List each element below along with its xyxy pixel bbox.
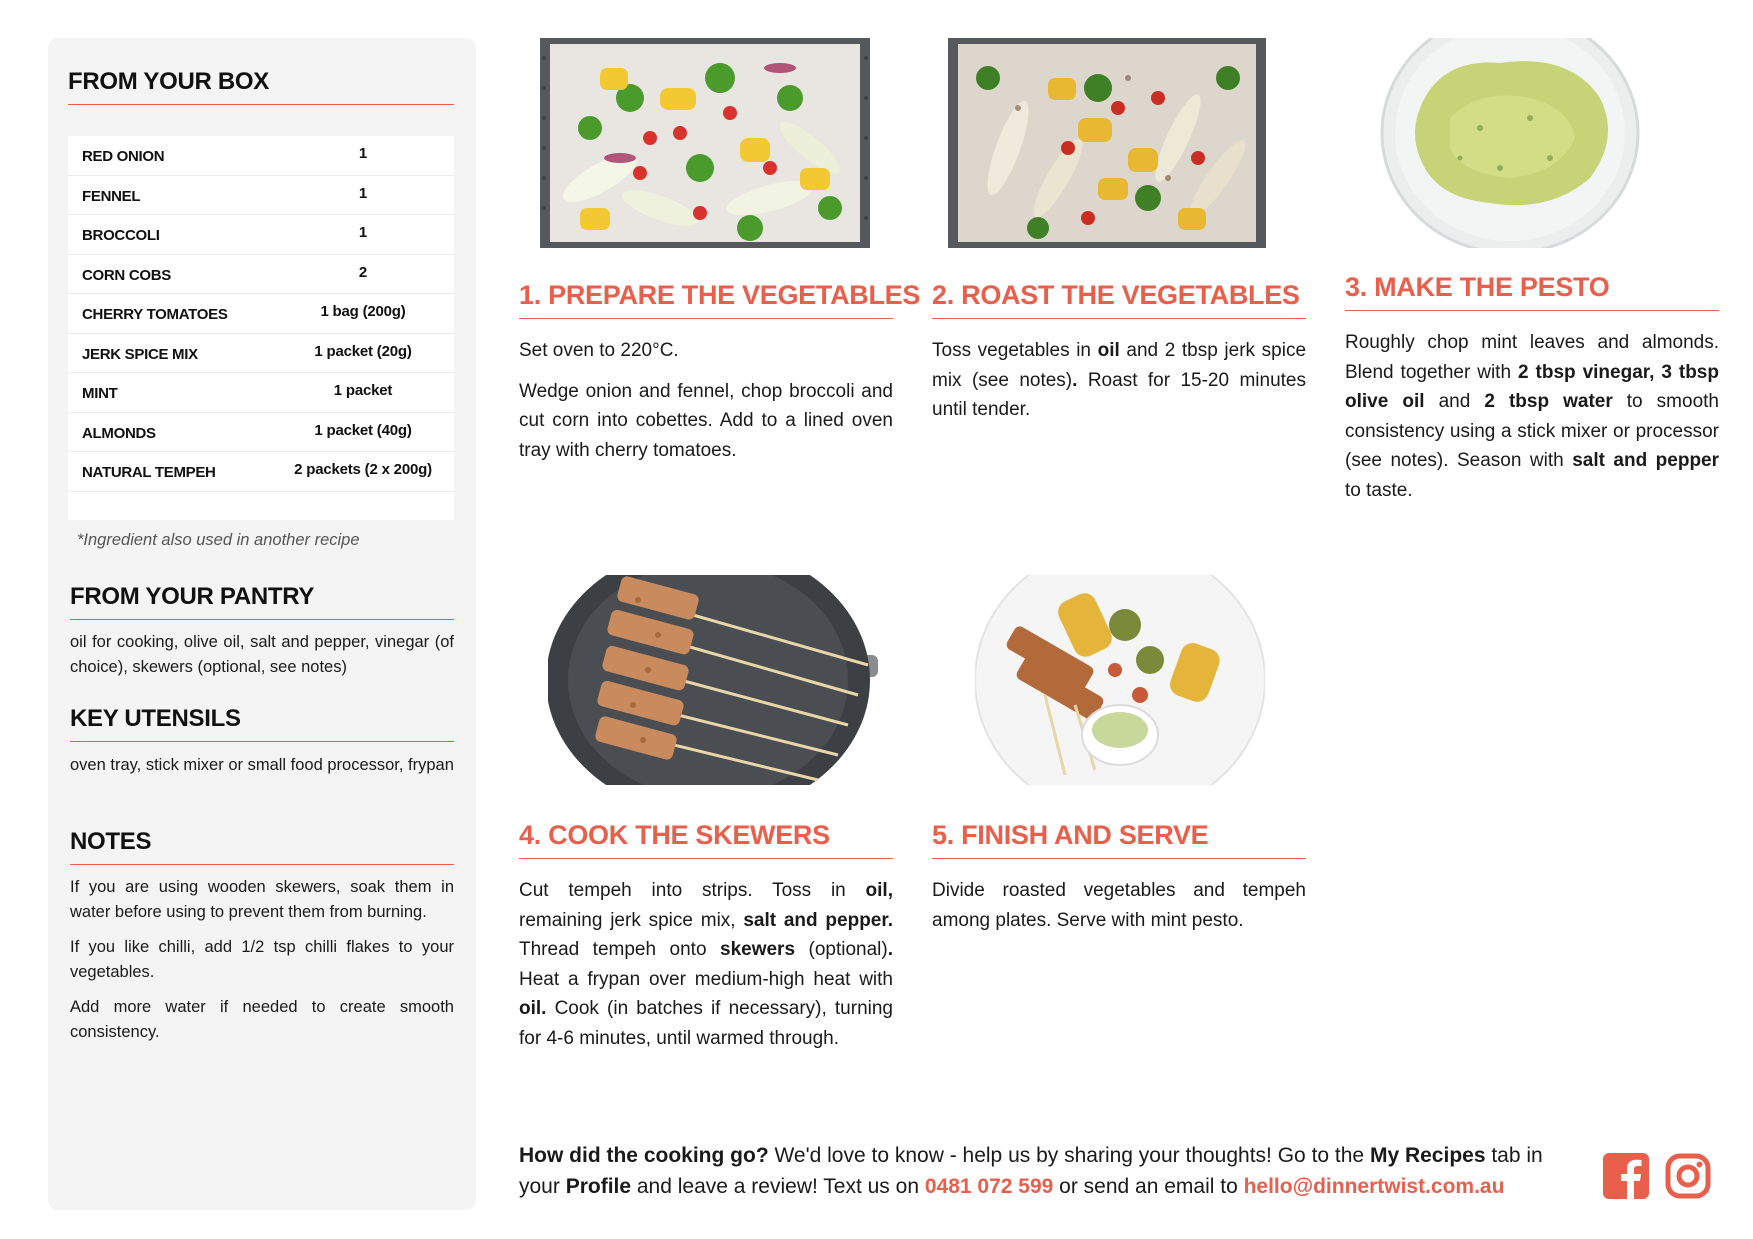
- step5-title: 5. FINISH AND SERVE: [932, 820, 1306, 859]
- ingredient-qty: 2: [358, 263, 368, 281]
- ingredient-qty: 1: [358, 145, 368, 162]
- bold-run: .: [1072, 369, 1078, 391]
- step3-title: 3. MAKE THE PESTO: [1345, 272, 1719, 311]
- text-run: Toss vegetables in: [932, 340, 1098, 361]
- text-run: or send an email to: [1053, 1175, 1244, 1198]
- ingredient-name: ALMONDS: [82, 424, 156, 442]
- note-item: If you are using wooden skewers, soak them in water before using to prevent them from burning.: [70, 878, 454, 921]
- text-run: tab in your: [519, 1144, 1543, 1198]
- ingredient-row: [68, 452, 454, 492]
- bold-run: oil: [1097, 340, 1120, 361]
- step4-photo: [548, 575, 878, 785]
- step2-title: 2. ROAST THE VEGETABLES: [932, 280, 1306, 319]
- bold-run: 2 tbsp vinegar, 3 tbsp olive oil: [1345, 361, 1719, 412]
- step1-paragraph: Set oven to 220°C.: [519, 340, 679, 361]
- step1-title: 1. PREPARE THE VEGETABLES: [519, 280, 893, 319]
- text-run: We'd love to know - help us by sharing your thoughts! Go to the: [768, 1144, 1370, 1167]
- ingredient-row: [68, 215, 454, 255]
- utensils-text: oven tray, stick mixer or small food processor, frypan: [70, 756, 454, 774]
- note-item: If you like chilli, add 1/2 tsp chilli flakes to your vegetables.: [70, 938, 454, 981]
- bold-run: .: [887, 939, 893, 960]
- profile-label: Profile: [565, 1175, 632, 1198]
- text-run: (optional): [795, 939, 888, 960]
- text-run: remaining jerk spice mix,: [519, 909, 744, 931]
- ingredient-qty: 1 bag (200g): [320, 303, 406, 320]
- step3-photo: [1380, 38, 1640, 248]
- ingredient-qty: 2 packets (2 x 200g): [294, 461, 432, 478]
- ingredient-row: [68, 334, 454, 374]
- ingredient-row: [68, 373, 454, 413]
- ingredient-row: [68, 255, 454, 295]
- ingredient-row: [68, 176, 454, 216]
- bold-run: oil.: [519, 998, 547, 1019]
- ingredient-name: JERK SPICE MIX: [82, 345, 198, 363]
- ingredient-name: MINT: [82, 385, 118, 402]
- ingredient-row: [68, 294, 454, 334]
- ingredient-qty: 1 packet (40g): [314, 421, 412, 439]
- ingredient-name: CORN COBS: [82, 266, 171, 284]
- bold-run: salt and pepper.: [743, 909, 893, 931]
- bold-run: skewers: [720, 939, 796, 960]
- bold-run: oil,: [865, 880, 893, 901]
- ingredient-name: RED ONION: [82, 148, 165, 165]
- text-run: to smooth consistency using a stick mixer or processor (see notes). Season with: [1345, 391, 1719, 471]
- text-run: Roast for 15-20 minutes until tender.: [932, 369, 1306, 420]
- ingredient-qty: 1: [358, 224, 368, 241]
- footer-review-text: [519, 1140, 1579, 1202]
- ingredient-note: *Ingredient also used in another recipe: [77, 531, 360, 549]
- note-item: Add more water if needed to create smooth consistency.: [70, 998, 454, 1041]
- ingredient-name: BROCCOLI: [82, 227, 160, 244]
- bold-run: salt and pepper: [1572, 450, 1720, 471]
- step5-text: Divide roasted vegetables and tempeh among plates. Serve with mint pesto.: [932, 880, 1306, 931]
- step2-photo: [948, 38, 1266, 248]
- step1-photo: [540, 38, 870, 248]
- step5-photo: [975, 575, 1265, 785]
- step2-text: [932, 336, 1306, 425]
- text-run: Cut tempeh into strips. Toss in: [519, 880, 866, 901]
- ingredient-qty: 1 packet (20g): [314, 342, 412, 360]
- ingredient-row: [68, 136, 454, 176]
- facebook-icon[interactable]: [1603, 1153, 1649, 1204]
- ingredient-name: NATURAL TEMPEH: [82, 464, 216, 481]
- pantry-text: oil for cooking, olive oil, salt and pepper, vinegar (of choice), skewers (optional, see notes): [70, 633, 454, 676]
- step3-text: [1345, 328, 1719, 505]
- step4-text: [519, 876, 893, 1053]
- bold-run: 2 tbsp water: [1484, 391, 1613, 412]
- step1-text: [519, 336, 893, 476]
- text-run: and 2 tbsp jerk spice mix (see notes): [932, 340, 1307, 391]
- instagram-icon[interactable]: [1665, 1153, 1711, 1204]
- text-run: to taste.: [1345, 479, 1413, 501]
- ingredient-name: CHERRY TOMATOES: [82, 306, 228, 323]
- text-run: Roughly chop mint leaves and almonds. Blend together with: [1345, 332, 1719, 383]
- text-run: and: [1424, 391, 1485, 412]
- phone-link[interactable]: 0481 072 599: [924, 1175, 1054, 1198]
- my-recipes-label: My Recipes: [1369, 1144, 1486, 1167]
- text-run: Heat a frypan over medium-high heat with: [519, 968, 893, 990]
- utensils-heading: KEY UTENSILS: [70, 705, 454, 742]
- ingredient-row: [68, 413, 454, 453]
- ingredient-name: FENNEL: [82, 187, 141, 205]
- step1-paragraph: Wedge onion and fennel, chop broccoli and cut corn into cobettes. Add to a lined oven tray with cherry tomatoes.: [519, 380, 893, 461]
- ingredient-qty: 1: [358, 184, 368, 202]
- text-run: and leave a review! Text us on: [631, 1175, 925, 1198]
- notes-list: [70, 875, 454, 1055]
- ingredient-qty: 1 packet: [333, 382, 393, 399]
- box-heading: FROM YOUR BOX: [68, 68, 454, 105]
- text-run: Cook (in batches if necessary), turning for 4-6 minutes, until warmed through.: [519, 998, 893, 1049]
- email-link[interactable]: hello@dinnertwist.com.au: [1243, 1175, 1505, 1198]
- text-run: Thread tempeh onto: [519, 939, 720, 960]
- notes-heading: NOTES: [70, 828, 454, 865]
- ingredients-sidebar: [48, 38, 476, 1210]
- step4-title: 4. COOK THE SKEWERS: [519, 820, 893, 859]
- bold-run: How did the cooking go?: [519, 1144, 769, 1167]
- ingredients-table: [68, 136, 454, 520]
- pantry-heading: FROM YOUR PANTRY: [70, 583, 454, 620]
